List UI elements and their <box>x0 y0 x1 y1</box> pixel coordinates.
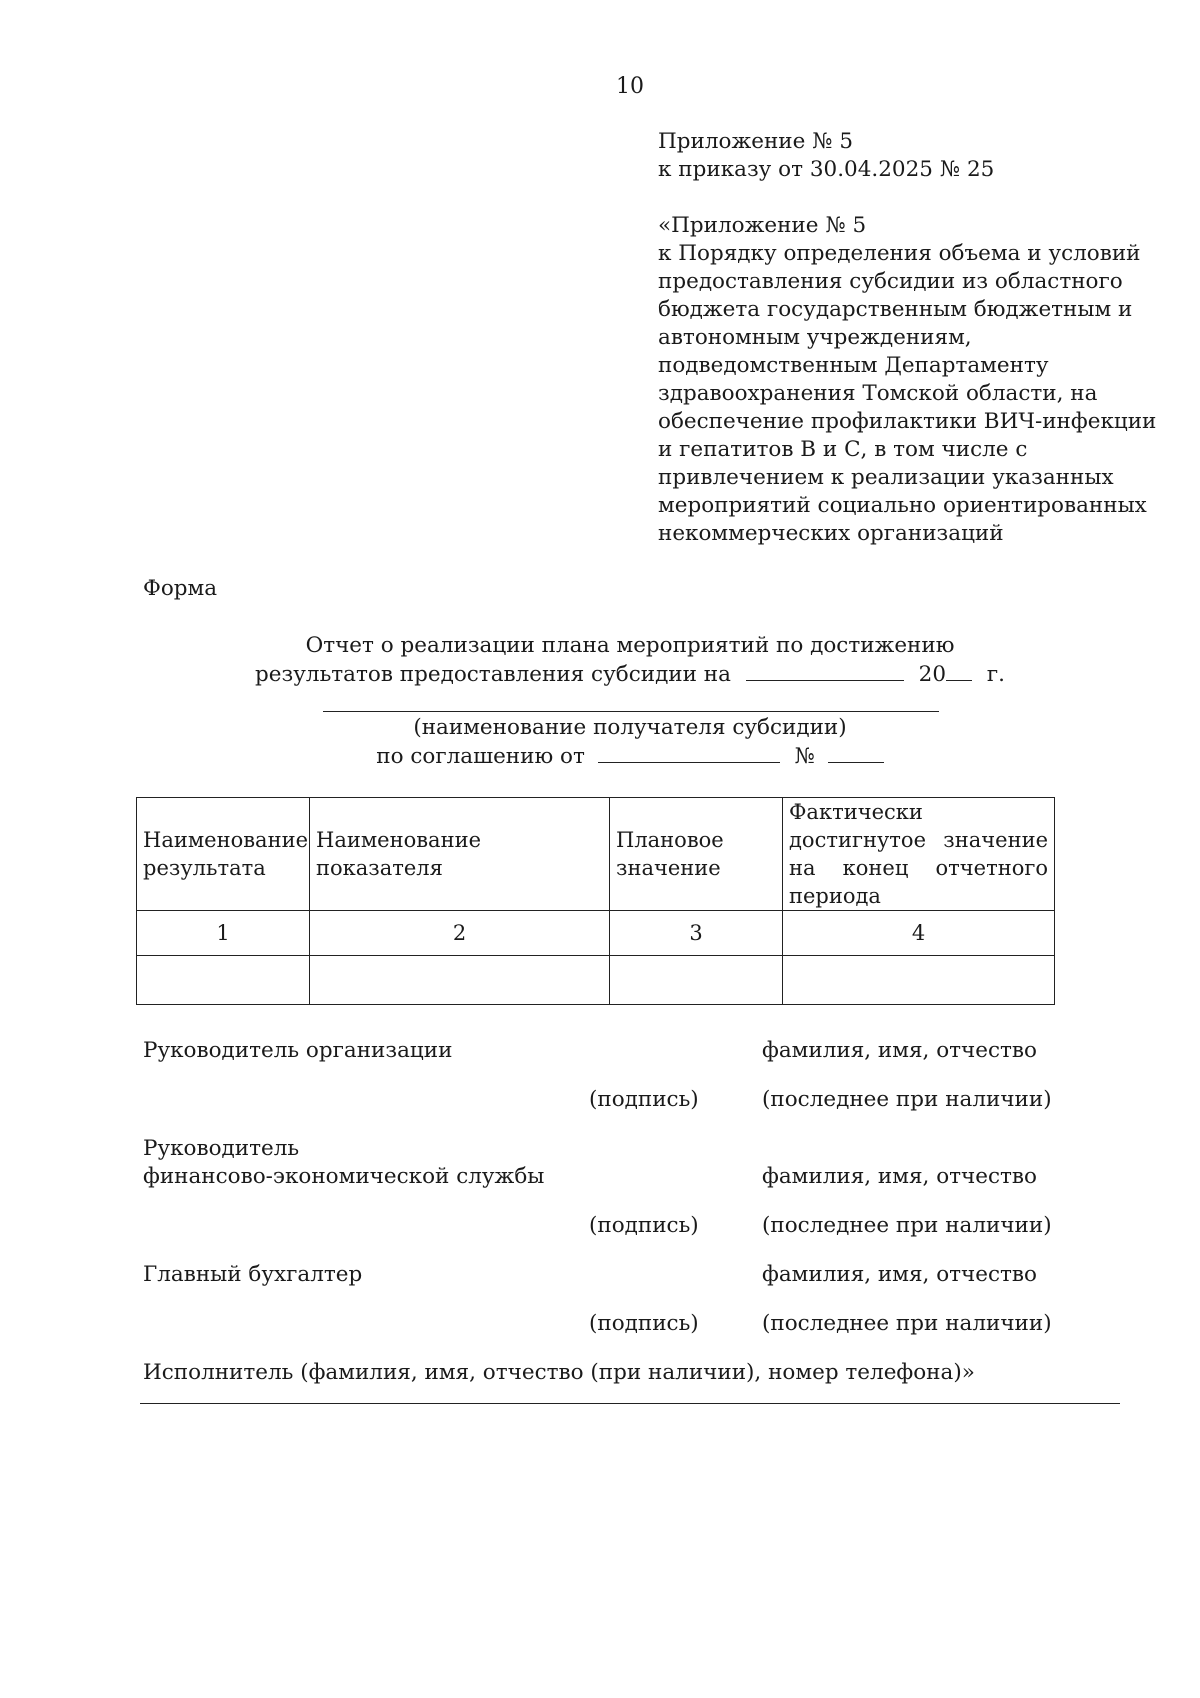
recipient-name-line <box>323 711 939 712</box>
column-number: 1 <box>137 911 310 956</box>
table-header-row <box>137 798 1055 911</box>
agreement-date-blank <box>598 742 780 763</box>
table-header-cell: Фактически достигнутое значение на конец отчетного периода <box>783 798 1055 911</box>
column-number: 4 <box>783 911 1055 956</box>
signature-caption: (подпись) <box>589 1213 699 1238</box>
date-blank <box>746 660 904 681</box>
executor-line: Исполнитель (фамилия, имя, отчество (при наличии), номер телефона)» <box>143 1360 975 1385</box>
appendix-line: к Порядку определения объема и условий <box>658 241 1141 266</box>
signature-name-note: (последнее при наличии) <box>762 1087 1052 1112</box>
appendix-line: привлечением к реализации указанных <box>658 465 1114 490</box>
report-title <box>0 632 1200 689</box>
signature-caption: (подпись) <box>589 1311 699 1336</box>
report-title-prefix: результатов предоставления субсидии на <box>255 662 731 687</box>
agreement-prefix: по соглашению от <box>376 744 585 769</box>
signature-role: Руководитель организации <box>143 1038 453 1063</box>
year-suffix: г. <box>986 662 1005 687</box>
agreement-number-sign: № <box>794 744 815 769</box>
appendix-line: бюджета государственным бюджетным и <box>658 297 1133 322</box>
year-prefix: 20 <box>918 662 946 687</box>
appendix-line: автономным учреждениям, <box>658 325 972 350</box>
results-table <box>136 797 1055 1005</box>
table-cell <box>137 956 310 1005</box>
agreement-line <box>0 742 1200 771</box>
appendix-line: здравоохранения Томской области, на <box>658 381 1098 406</box>
signature-name-note: (последнее при наличии) <box>762 1311 1052 1336</box>
appendix-line: некоммерческих организаций <box>658 521 1004 546</box>
appendix-line: мероприятий социально ориентированных <box>658 493 1147 518</box>
signature-caption: (подпись) <box>589 1087 699 1112</box>
recipient-caption: (наименование получателя субсидии) <box>413 715 847 740</box>
signature-role: Руководитель <box>143 1136 300 1161</box>
form-label: Форма <box>143 576 218 601</box>
order-reference <box>658 128 994 184</box>
signature-role: Главный бухгалтер <box>143 1262 363 1287</box>
bottom-divider <box>140 1403 1120 1404</box>
appendix-line: подведомственным Департаменту <box>658 353 1049 378</box>
signature-name-caption: фамилия, имя, отчество <box>762 1038 1037 1063</box>
table-cell <box>610 956 783 1005</box>
agreement-number-blank <box>828 742 884 763</box>
column-number: 2 <box>310 911 610 956</box>
table-header-cell: Наименование показателя <box>310 798 610 911</box>
signature-name-note: (последнее при наличии) <box>762 1213 1052 1238</box>
order-ref-line: к приказу от 30.04.2025 № 25 <box>658 157 995 182</box>
table-cell <box>310 956 610 1005</box>
appendix-title: «Приложение № 5 <box>658 213 867 238</box>
table-header-cell: Плановое значение <box>610 798 783 911</box>
page-number: 10 <box>616 74 644 99</box>
appendix-line: обеспечение профилактики ВИЧ-инфекции <box>658 409 1157 434</box>
signature-name-caption: фамилия, имя, отчество <box>762 1164 1037 1189</box>
table-cell <box>783 956 1055 1005</box>
report-title-line: Отчет о реализации плана мероприятий по достижению <box>305 633 955 658</box>
appendix-line: и гепатитов В и С, в том числе с <box>658 437 1028 462</box>
table-row <box>137 956 1055 1005</box>
signature-name-caption: фамилия, имя, отчество <box>762 1262 1037 1287</box>
appendix-header-block <box>658 212 1156 548</box>
appendix-line: предоставления субсидии из областного <box>658 269 1123 294</box>
order-ref-line: Приложение № 5 <box>658 129 854 154</box>
year-blank <box>946 660 972 681</box>
signature-role: финансово-экономической службы <box>143 1164 545 1189</box>
column-number: 3 <box>610 911 783 956</box>
table-header-cell: Наименование результата <box>137 798 310 911</box>
table-column-number-row <box>137 911 1055 956</box>
report-title-line <box>0 660 1200 689</box>
